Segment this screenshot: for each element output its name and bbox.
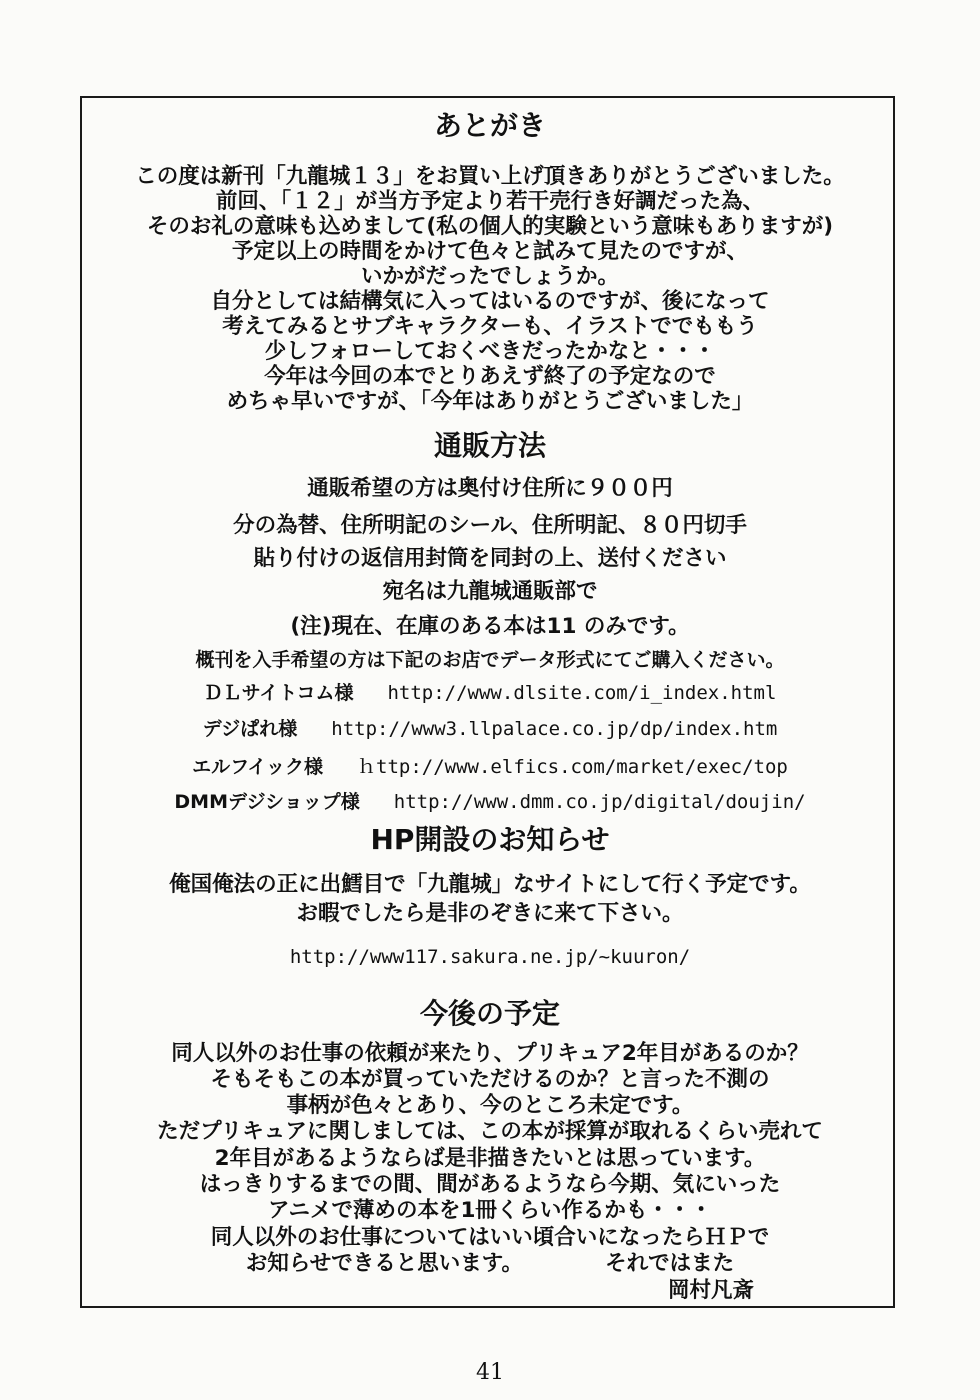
shop-url-link[interactable]: http://www3.llpalace.co.jp/dp/index.htm bbox=[331, 718, 778, 740]
shop-name: ＤＬサイトコム様 bbox=[203, 682, 354, 704]
stock-note: (注)現在、在庫のある本は11 のみです。 bbox=[290, 614, 690, 639]
afterword-line: そのお礼の意味も込めまして(私の個人的実験という意味もありますが) bbox=[146, 214, 834, 239]
afterword-heading: あとがき bbox=[433, 109, 546, 142]
back-issue-note: 概刊を入手希望の方は下記のお店でデータ形式にてご購入ください。 bbox=[195, 649, 785, 671]
future-plans-line: はっきりするまでの間、間があるようなら今期、気にいった bbox=[199, 1172, 781, 1197]
future-plans-line: アニメで薄めの本を1冊くらい作るかも・・・ bbox=[268, 1198, 712, 1223]
shop-name: DMMデジショップ様 bbox=[174, 791, 360, 813]
shop-row bbox=[0, 758, 980, 777]
mail-order-line: 貼り付けの返信用封筒を同封の上、送付ください bbox=[253, 546, 727, 571]
future-plans-heading: 今後の予定 bbox=[419, 997, 560, 1030]
future-plans-line: 同人以外のお仕事の依頼が来たり、プリキュア2年目があるのか？ bbox=[171, 1041, 809, 1066]
shop-url-link[interactable]: ｈttp://www.elfics.com/market/exec/top bbox=[357, 756, 788, 778]
afterword-line: 考えてみるとサブキャラクターも、イラストででももう bbox=[222, 314, 758, 339]
afterword-line: いかがだったでしょうか。 bbox=[360, 264, 619, 289]
signoff-text: それではまた bbox=[605, 1251, 735, 1276]
future-plans-line: そもそもこの本が買っていただけるのか？と言った不測の bbox=[210, 1067, 770, 1092]
homepage-line: 俺国俺法の正に出鱈目で「九龍城」なサイトにして行く予定です。 bbox=[169, 872, 811, 897]
homepage-url-link[interactable]: http://www117.sakura.ne.jp/~kuuron/ bbox=[289, 946, 691, 968]
mail-order-heading: 通販方法 bbox=[433, 429, 546, 462]
afterword-line: 今年は今回の本でとりあえず終了の予定なので bbox=[264, 364, 716, 389]
mail-order-line: 宛名は九龍城通販部で bbox=[382, 579, 598, 604]
afterword-line: 前回、「１２」が当方予定より若干売行き好調だった為、 bbox=[215, 189, 765, 214]
page-number: 41 bbox=[476, 1360, 504, 1385]
mail-order-line: 通販希望の方は奥付け住所に９００円 bbox=[307, 476, 673, 501]
afterword-line: この度は新刊「九龍城１３」をお買い上げ頂きありがとうございました。 bbox=[135, 164, 845, 189]
shop-url-link[interactable]: http://www.dlsite.com/i_index.html bbox=[387, 682, 777, 704]
signoff-row bbox=[0, 1253, 980, 1275]
afterword-line: 自分としては結構気に入ってはいるのですが、後になって bbox=[210, 289, 770, 314]
shop-row bbox=[0, 684, 980, 703]
future-plans-line: 同人以外のお仕事についてはいい頃合いになったらＨＰで bbox=[210, 1225, 770, 1250]
shop-name: エルフイック様 bbox=[192, 756, 324, 778]
shop-name: デジぱれ様 bbox=[202, 718, 298, 740]
afterword-line: 少しフォローしておくべきだったかなと・・・ bbox=[264, 339, 716, 364]
future-plans-line: お知らせできると思います。 bbox=[245, 1251, 524, 1276]
homepage-line: お暇でしたら是非のぞきに来て下さい。 bbox=[296, 901, 684, 926]
future-plans-line: ただプリキュアに関しましては、この本が採算が取れるくらい売れて bbox=[157, 1119, 823, 1144]
shop-row bbox=[0, 720, 980, 739]
shop-row bbox=[0, 793, 980, 812]
future-plans-line: 2年目があるようならば是非描きたいとは思っています。 bbox=[214, 1146, 766, 1171]
mail-order-line: 分の為替、住所明記のシール、住所明記、８０円切手 bbox=[233, 513, 747, 538]
shop-url-link[interactable]: http://www.dmm.co.jp/digital/doujin/ bbox=[393, 791, 806, 813]
homepage-heading: HP開設のお知らせ bbox=[370, 823, 610, 856]
author-name: 岡村凡斎 bbox=[667, 1278, 754, 1303]
afterword-line: 予定以上の時間をかけて色々と試みて見たのですが、 bbox=[231, 239, 748, 264]
afterword-line: めちゃ早いですが、「今年はありがとうございました」 bbox=[226, 389, 754, 414]
future-plans-line: 事柄が色々とあり、今のところ未定です。 bbox=[286, 1093, 694, 1118]
